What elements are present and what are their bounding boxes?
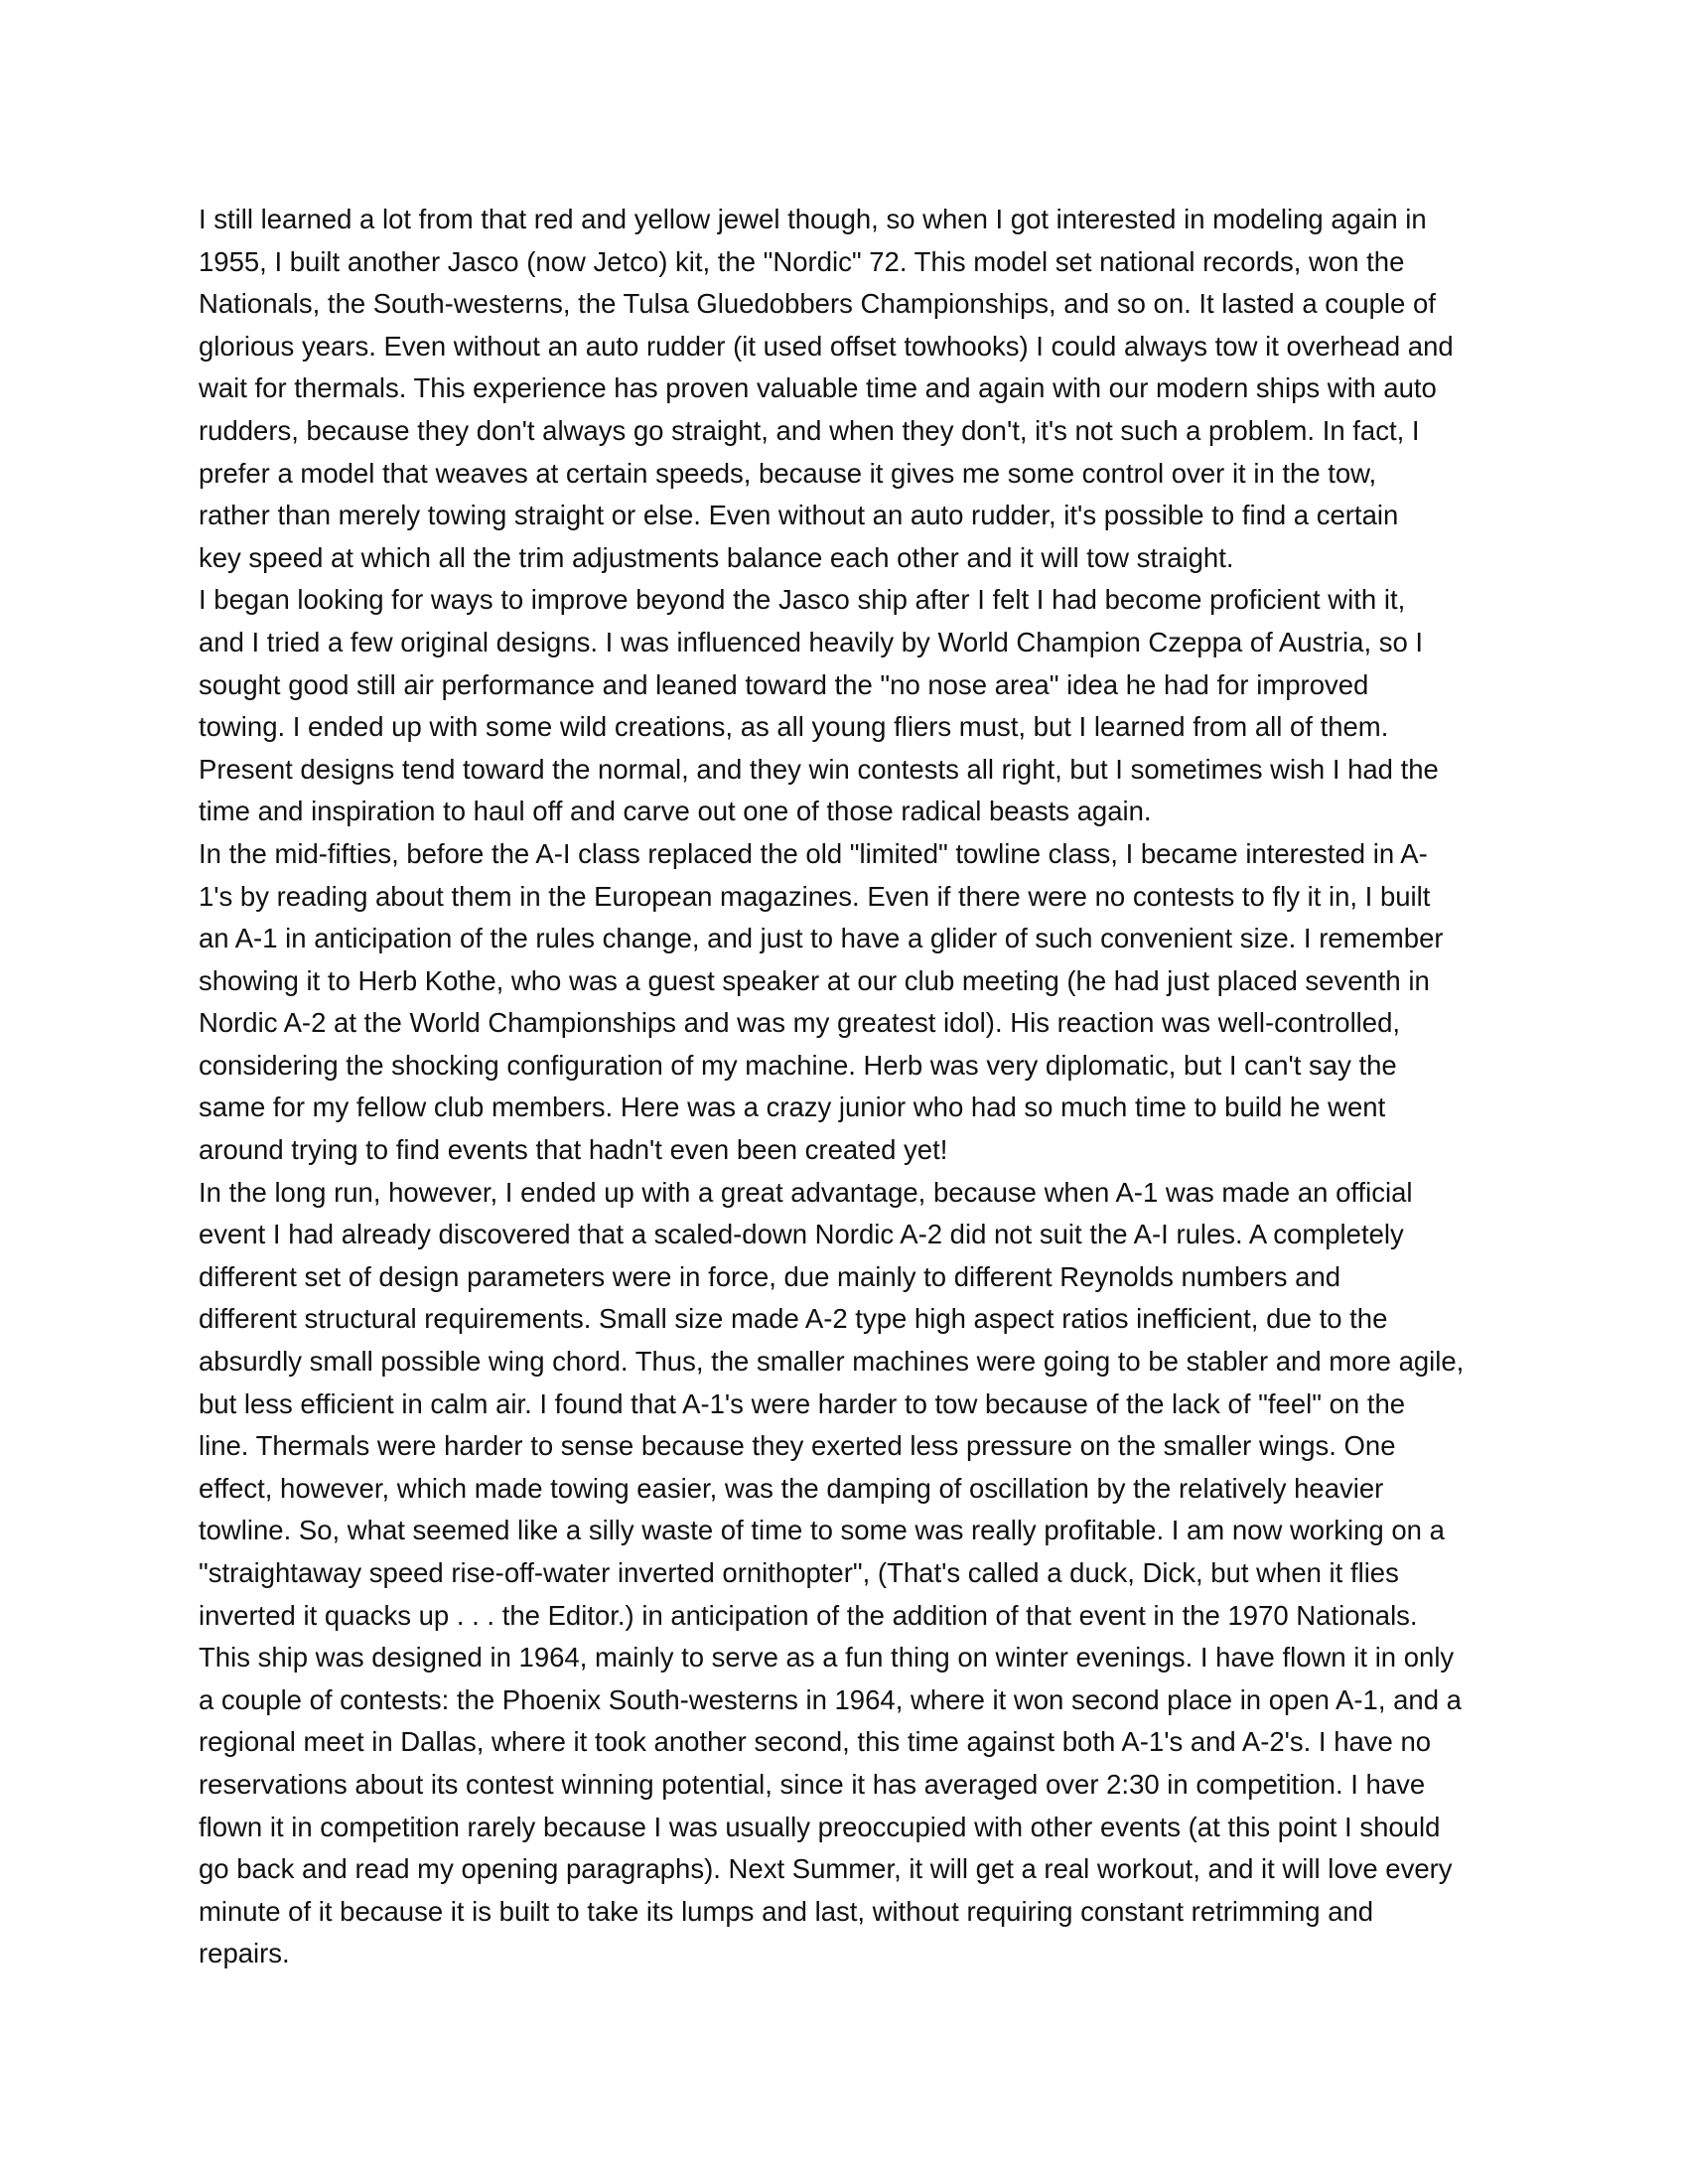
text-line: an A-1 in anticipation of the rules change, and just to have a glider of such convenient size. I remember <box>199 923 1444 954</box>
text-line: "straightaway speed rise-off-water inverted ornithopter", (That's called a duck, Dick, but when it flies <box>199 1557 1399 1588</box>
body-text <box>199 199 1489 1975</box>
text-line: different set of design parameters were in force, due mainly to different Reynolds numbers and <box>199 1260 1341 1292</box>
text-line: flown it in competition rarely because I was usually preoccupied with other events (at this point I should <box>199 1811 1441 1842</box>
paragraph <box>199 1172 1489 1975</box>
text-line: minute of it because it is built to take its lumps and last, without requiring constant retrimming and <box>199 1895 1374 1927</box>
text-line: 1's by reading about them in the European magazines. Even if there were no contests to fly it in, I built <box>199 880 1431 912</box>
text-line: time and inspiration to haul off and carve out one of those radical beasts again. <box>199 796 1152 827</box>
text-line: regional meet in Dallas, where it took another second, this time against both A-1's and A-2's. I have no <box>199 1726 1432 1758</box>
text-line: rudders, because they don't always go straight, and when they don't, it's not such a problem. In fact, I <box>199 414 1420 446</box>
text-line: inverted it quacks up . . . the Editor.) in anticipation of the addition of that event in the 1970 Nationals. <box>199 1599 1418 1631</box>
text-line: sought good still air performance and leaned toward the "no nose area" idea he had for improved <box>199 668 1369 700</box>
text-line: glorious years. Even without an auto rudder (it used offset towhooks) I could always tow it overhead and <box>199 330 1454 362</box>
text-line: In the long run, however, I ended up with a great advantage, because when A-1 was made an official <box>199 1176 1413 1208</box>
text-line: different structural requirements. Small size made A-2 type high aspect ratios inefficient, due to the <box>199 1303 1388 1335</box>
text-line: absurdly small possible wing chord. Thus, the smaller machines were going to be stabler and more agile, <box>199 1346 1465 1378</box>
text-line: but less efficient in calm air. I found that A-1's were harder to tow because of the lack of "feel" on the <box>199 1387 1406 1419</box>
text-line: repairs. <box>199 1938 290 1969</box>
paragraph <box>199 579 1489 833</box>
text-line: wait for thermals. This experience has proven valuable time and again with our modern ships with auto <box>199 372 1437 404</box>
text-line: go back and read my opening paragraphs). Next Summer, it will get a real workout, and it will love every <box>199 1853 1453 1885</box>
text-line: and I tried a few original designs. I was influenced heavily by World Champion Czeppa of Austria, so I <box>199 626 1424 657</box>
text-line: same for my fellow club members. Here was a crazy junior who had so much time to build he went <box>199 1092 1386 1123</box>
text-line: event I had already discovered that a scaled-down Nordic A-2 did not suit the A-I rules. A completely <box>199 1219 1404 1250</box>
text-line: effect, however, which made towing easier, was the damping of oscillation by the relatively heavier <box>199 1472 1384 1504</box>
text-line: 1955, I built another Jasco (now Jetco) kit, the "Nordic" 72. This model set national records, won the <box>199 245 1405 277</box>
text-line: Present designs tend toward the normal, and they win contests all right, but I sometimes wish I had the <box>199 753 1439 785</box>
text-line: prefer a model that weaves at certain speeds, because it gives me some control over it in the tow, <box>199 457 1377 489</box>
text-line: Nordic A-2 at the World Championships and was my greatest idol). His reaction was well-controlled, <box>199 1007 1401 1039</box>
text-line: reservations about its contest winning potential, since it has averaged over 2:30 in competition. I have <box>199 1768 1426 1800</box>
text-line: I still learned a lot from that red and yellow jewel though, so when I got interested in modeling again in <box>199 204 1427 234</box>
text-line: This ship was designed in 1964, mainly to serve as a fun thing on winter evenings. I have flown it in only <box>199 1642 1455 1674</box>
paragraph <box>199 199 1489 579</box>
text-line: towline. So, what seemed like a silly waste of time to some was really profitable. I am now working on a <box>199 1515 1445 1546</box>
text-line: line. Thermals were harder to sense because they exerted less pressure on the smaller wings. One <box>199 1430 1396 1462</box>
text-line: a couple of contests: the Phoenix South-westerns in 1964, where it won second place in open A-1, and a <box>199 1683 1462 1715</box>
text-line: towing. I ended up with some wild creations, as all young fliers must, but I learned from all of them. <box>199 711 1389 743</box>
text-line: Nationals, the South-westerns, the Tulsa Gluedobbers Championships, and so on. It lasted a couple of <box>199 288 1436 320</box>
text-line: around trying to find events that hadn't even been created yet! <box>199 1134 948 1166</box>
text-line: rather than merely towing straight or else. Even without an auto rudder, it's possible to find a certain <box>199 500 1399 531</box>
text-line: I began looking for ways to improve beyond the Jasco ship after I felt I had become proficient with it, <box>199 584 1406 616</box>
text-line: In the mid-fifties, before the A-I class replaced the old "limited" towline class, I became interested in A- <box>199 837 1428 869</box>
text-line: considering the shocking configuration of my machine. Herb was very diplomatic, but I can't say the <box>199 1049 1397 1081</box>
text-line: showing it to Herb Kothe, who was a guest speaker at our club meeting (he had just placed seventh in <box>199 964 1430 996</box>
text-line: key speed at which all the trim adjustments balance each other and it will tow straight. <box>199 541 1234 573</box>
paragraph <box>199 833 1489 1172</box>
